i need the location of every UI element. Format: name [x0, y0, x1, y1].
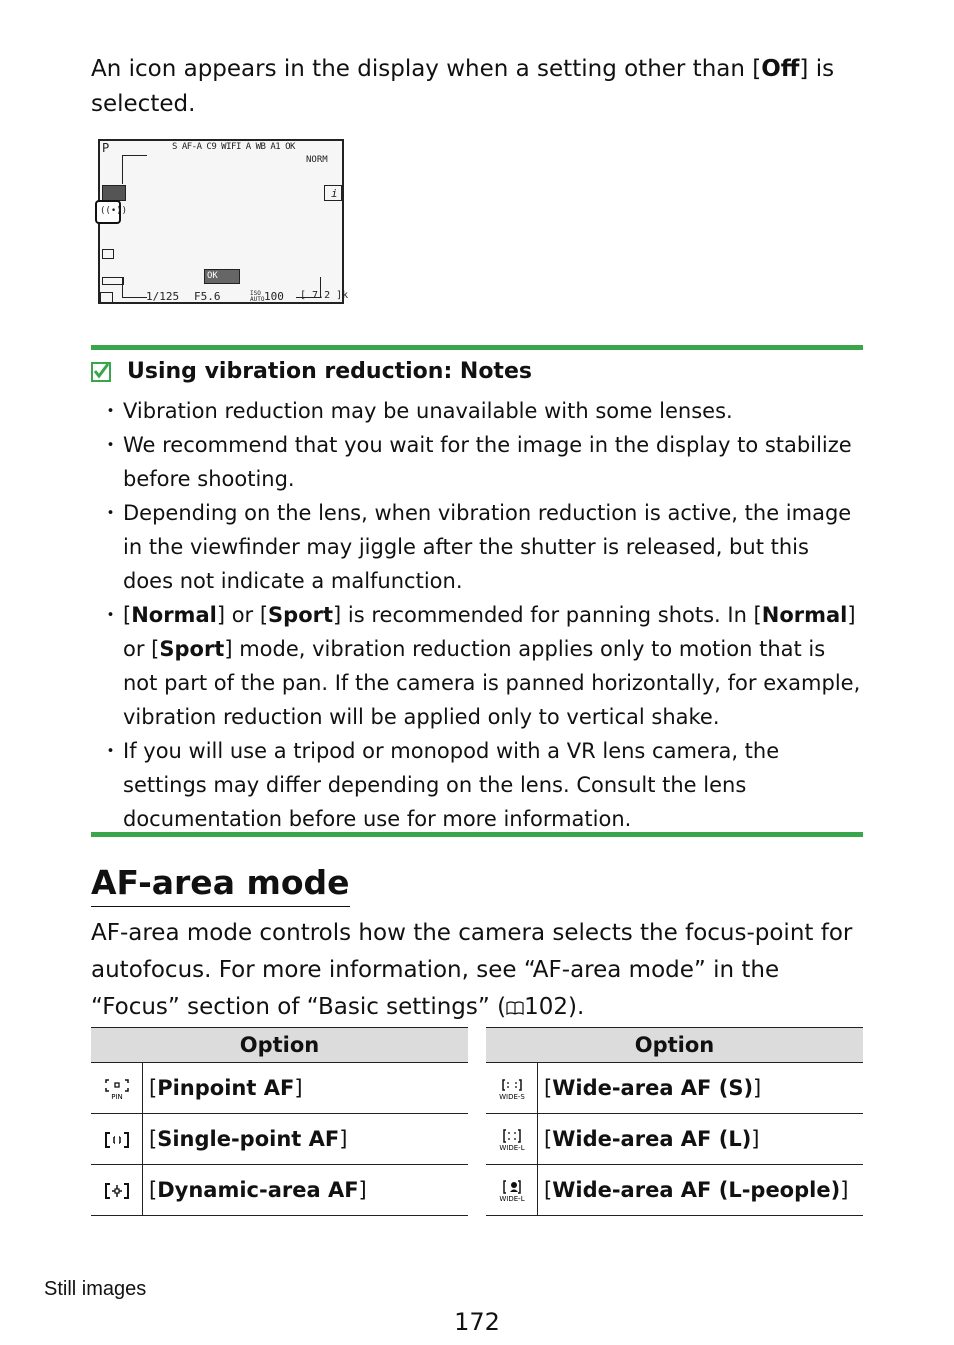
option-label: Wide-area AF (L-people) [552, 1178, 841, 1202]
note-title: Using vibration reduction: Notes [91, 357, 532, 387]
af-bracket-bl [122, 277, 147, 298]
ok-af-icon: OK [204, 269, 240, 284]
info-icon: i [324, 185, 342, 201]
list-item: ・ We recommend that you wait for the image in the display to stabilize before shooting. [100, 433, 852, 491]
af-bracket-tl [122, 155, 147, 184]
note-list [98, 394, 863, 836]
note-top-rule [91, 345, 863, 350]
single-point-af-icon [102, 1129, 132, 1151]
metering-a-icon [102, 249, 114, 259]
option-label: Pinpoint AF [157, 1076, 295, 1100]
checkmark-icon [91, 362, 111, 382]
metering-icon [100, 292, 113, 303]
footer-section-name: Still images [44, 1278, 147, 1300]
camera-display [98, 139, 349, 304]
table-row: [Single-point AF] [91, 1114, 468, 1165]
top-status-icons: S AF-A C9 WIFI A WB A1 OK [172, 142, 295, 152]
option-label: Wide-area AF (L) [552, 1127, 752, 1151]
touch-icon [102, 185, 126, 201]
shutter-speed: 1/125 [146, 290, 180, 303]
option-label: Single-point AF [157, 1127, 340, 1151]
table-header: Option [486, 1028, 863, 1063]
list-item: ・ Depending on the lens, when vibration reduction is active, the image in the viewfinder may jiggle after the shutter is released, but this does not indicate a malfunction. [100, 501, 852, 593]
list-item: ・ Vibration reduction may be unavailable with some lenses. [100, 399, 733, 423]
pinpoint-af-icon [102, 1078, 132, 1100]
dynamic-area-af-icon [102, 1180, 132, 1202]
table-row: WIDE-L [Wide-area AF (L-people)] [486, 1165, 863, 1216]
book-reference-icon [506, 1001, 524, 1015]
table-row: [Dynamic-area AF] [91, 1165, 468, 1216]
svg-text:WIDE-L: WIDE-L [498, 1195, 525, 1202]
note-bottom-rule [91, 832, 863, 837]
svg-text:WIDE-S: WIDE-S [498, 1093, 525, 1100]
iso-label: ISO AUTO [250, 290, 265, 303]
frames-remaining: [ 7.2 ]k [300, 290, 349, 301]
section-paragraph: AF-area mode controls how the camera selects the focus-point for autofocus. For more information, see “AF-area mode” in the “Focus” section of “Basic settings” ( 102). [91, 920, 853, 1020]
options-table-right [486, 1027, 863, 1216]
shooting-mode: P [102, 141, 110, 155]
svg-text:PIN: PIN [110, 1093, 123, 1100]
options-table-left [91, 1027, 468, 1216]
wide-area-l-people-icon [497, 1180, 527, 1202]
table-header: Option [91, 1028, 468, 1063]
page-reference-link[interactable]: 102 [524, 994, 568, 1020]
table-row: WIDE-L [Wide-area AF (L)] [486, 1114, 863, 1165]
wide-area-s-icon [497, 1078, 527, 1100]
list-item: ・ If you will use a tripod or monopod with a VR lens camera, the settings may differ depending on the lens. Consult the lens documentation before use for more information. [100, 739, 780, 831]
page-number: 172 [454, 1308, 500, 1336]
aperture: F5.6 [194, 290, 221, 303]
option-label: Dynamic-area AF [157, 1178, 359, 1202]
section-heading: AF-area mode [91, 860, 350, 907]
list-item: ・ [Normal] or [Sport] is recommended for panning shots. In [Normal] or [Sport] mode, vibration reduction applies only to motion that is not part of the pan. If the camera is panned horizontally, for example, vibration reduction will be applied only to vertical shake. [100, 603, 861, 729]
iso-value: 100 [264, 290, 284, 303]
svg-text:WIDE-L: WIDE-L [498, 1144, 525, 1151]
vibration-reduction-icon: ((•)) [95, 200, 121, 224]
image-quality: NORM [306, 155, 328, 165]
option-label: Wide-area AF (S) [552, 1076, 754, 1100]
table-row: PIN [Pinpoint AF] [91, 1063, 468, 1114]
wide-area-l-icon [497, 1129, 527, 1151]
intro-text: An icon appears in the display when a setting other than [Off] is selected. [91, 56, 835, 117]
battery-icon [102, 277, 124, 285]
table-row: WIDE-S [Wide-area AF (S)] [486, 1063, 863, 1114]
